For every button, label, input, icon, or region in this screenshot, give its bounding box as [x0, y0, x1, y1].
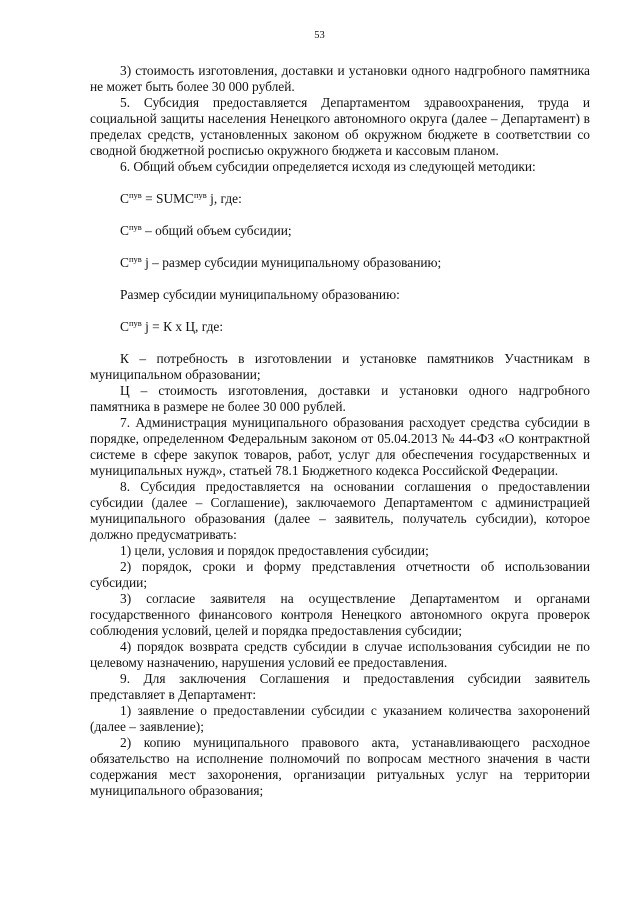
paragraph-9-documents: 9. Для заключения Соглашения и предоставления субсидии заявитель представляет в Департамент:: [90, 671, 590, 702]
paragraph-5-subsidy-provider: 5. Субсидия предоставляется Департаментом здравоохранения, труда и социальной защиты населения Ненецкого автономного округа (далее – Департамент) в пределах средств, установленных законом об окружном бюджете в соответствии со сводной бюджетной росписью окружного бюджета и кассовым планом.: [90, 95, 590, 158]
documents-item-2: 2) копию муниципального правового акта, устанавливающего расходное обязательство на исполнение полномочий по вопросам местного значения в части содержания мест захоронения, организации ритуальных услуг на территории муниципального образования;: [90, 735, 590, 798]
agreement-item-2: 2) порядок, сроки и форму представления отчетности об использовании субсидии;: [90, 559, 590, 590]
definition-total-subsidy: $С^{пув}$ – общий объем субсидии;: [120, 222, 292, 238]
page-number: 53: [314, 30, 325, 41]
formula-municipal-subsidy: $С^{пув}$ j = К х Ц, где:: [120, 318, 224, 334]
definition-k: К – потребность в изготовлении и установке памятников Участникам в муниципальном образовании;: [90, 351, 590, 382]
agreement-item-3: 3) согласие заявителя на осуществление Департаментом и органами государственного финансового контроля Ненецкого автономного округа проверок соблюдения условий, целей и порядка предоставления субсидии;: [90, 591, 590, 638]
formula-total-subsidy: $С^{пув}$ = $SUMC^{пув}$ j, где:: [120, 190, 242, 206]
paragraph-7-spending: 7. Администрация муниципального образования расходует средства субсидии в порядке, определенном Федеральным законом от 05.04.2013 № 44-ФЗ «О контрактной системе в сфере закупок товаров, работ, услуг для обеспечения государственных и муниципальных нужд», статьей 78.1 Бюджетного кодекса Российской Федерации.: [90, 415, 590, 478]
paragraph-item-3-cost: 3) стоимость изготовления, доставки и установки одного надгробного памятника не может быть более 30 000 рублей.: [90, 63, 590, 94]
agreement-item-4: 4) порядок возврата средств субсидии в случае использования субсидии не по целевому назначению, нарушения условий ее предоставления.: [90, 639, 590, 670]
definition-municipal-subsidy: $С^{пув}$ j – размер субсидии муниципальному образованию;: [120, 254, 442, 270]
document-body: [90, 63, 590, 799]
formula-intro: Размер субсидии муниципальному образованию:: [120, 287, 400, 302]
agreement-item-1: 1) цели, условия и порядок предоставления субсидии;: [120, 543, 429, 558]
paragraph-8-agreement: 8. Субсидия предоставляется на основании соглашения о предоставлении субсидии (далее – Соглашение), заключаемого Департаментом с администрацией муниципального образования (далее – заявитель, получатель субсидии), которое должно предусматривать:: [90, 479, 590, 542]
documents-item-1: 1) заявление о предоставлении субсидии с указанием количества захоронений (далее – заявление);: [90, 703, 590, 734]
definition-c: Ц – стоимость изготовления, доставки и установки одного надгробного памятника в размере не более 30 000 рублей.: [90, 383, 590, 414]
paragraph-6-methodology: 6. Общий объем субсидии определяется исходя из следующей методики:: [120, 159, 536, 174]
